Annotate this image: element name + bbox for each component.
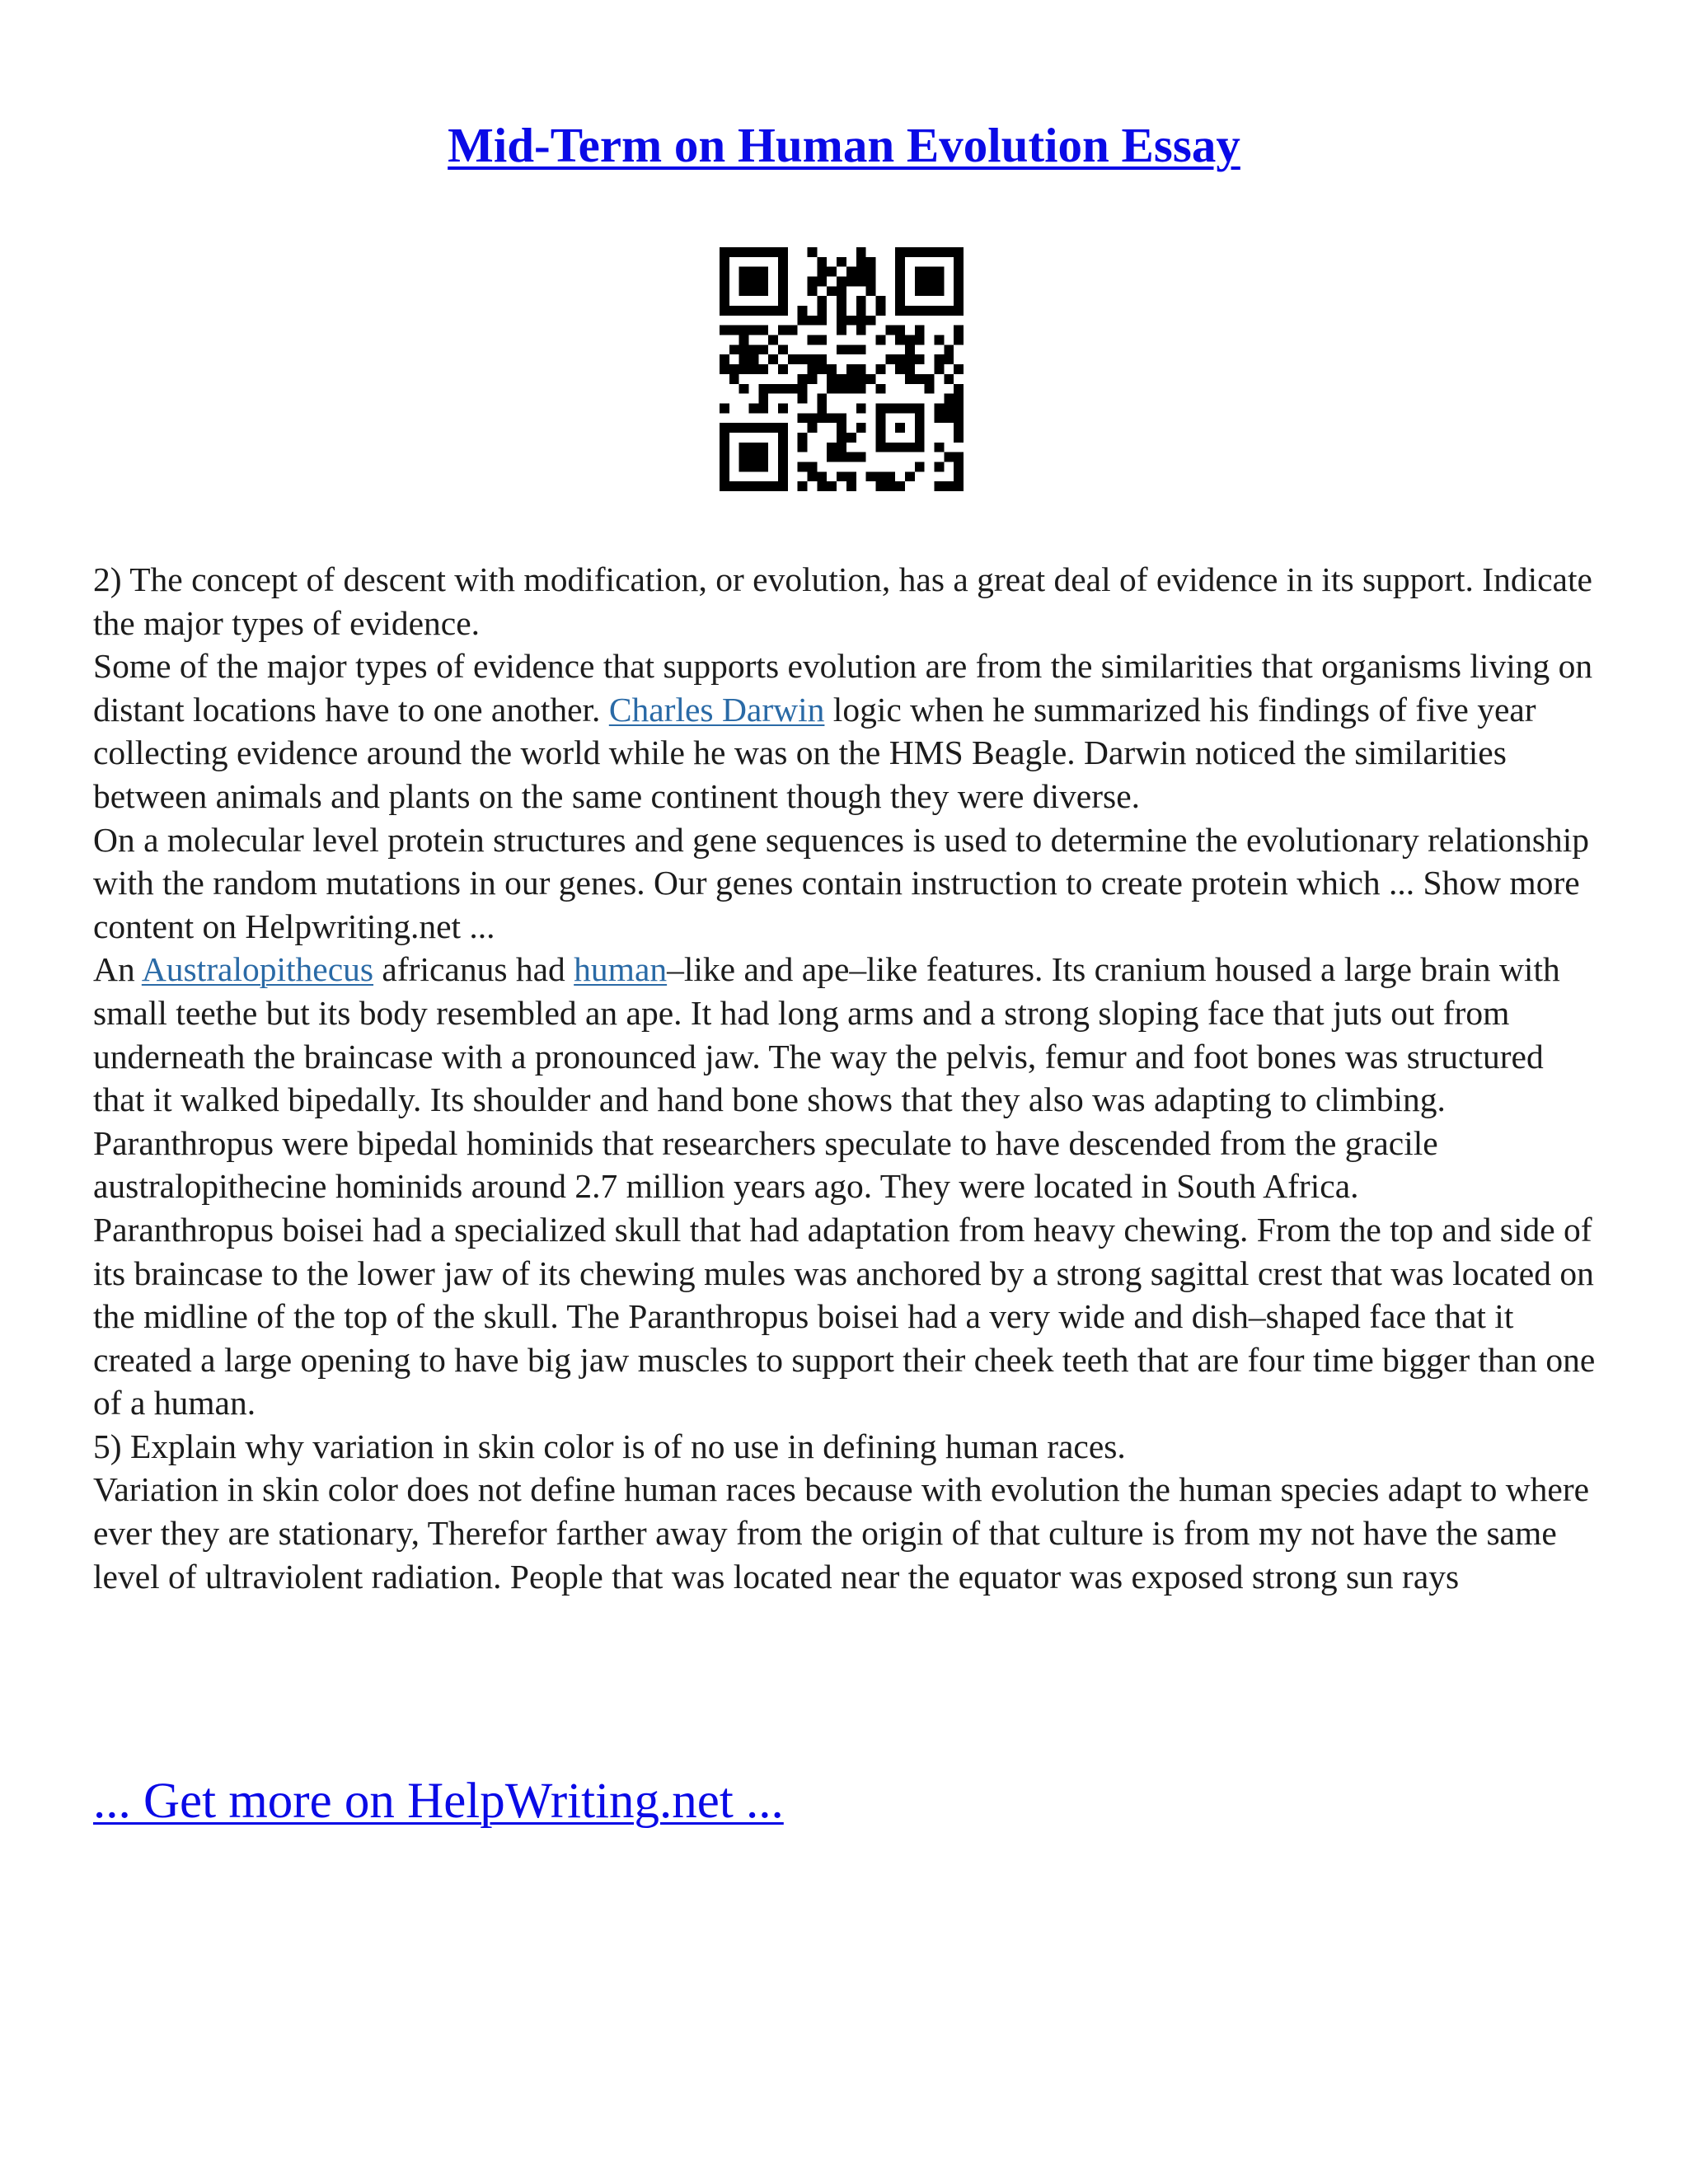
molecular-paragraph: On a molecular level protein structures and gene sequences is used to determine the evolutionary relationship with the random mutations in our genes. Our genes contain instruction to create protein which ... Show more content on Helpwriting.net ... (93, 820, 1590, 945)
paranthropus-boisei-paragraph: Paranthropus boisei had a specialized skull that had adaptation from heavy chewing. From the top and side of its braincase to the lower jaw of its chewing mules was anchored by a strong sagittal crest that was located on the midline of the top of the skull. The Paranthropus boisei had a very wide and dish–shaped face that it created a large opening to have big jaw muscles to support their cheek teeth that are four time bigger than one of a human. (93, 1210, 1596, 1422)
essay-body (93, 558, 1601, 1598)
australopithecus-text-end: –like and ape–like features. Its cranium housed a large brain with small teethe but its body resembled an ape. It had long arms and a strong sloping face that juts out from underneath the braincase with a pronounced jaw. The way the pelvis, femur and foot bones was structured that it walked bipedally. Its shoulder and hand bone shows that they also was adapting to climbing. (93, 950, 1560, 1119)
paranthropus-paragraph: Paranthropus were bipedal hominids that researchers speculate to have descended from the gracile australopithecine hominids around 2.7 million years ago. They were located in South Africa. (93, 1123, 1438, 1206)
human-link[interactable]: human (574, 950, 668, 989)
question-2-paragraph: 2) The concept of descent with modification, or evolution, has a great deal of evidence in its support. Indicate the major types of evidence. (93, 560, 1592, 642)
title-link[interactable]: Mid-Term on Human Evolution Essay (448, 118, 1240, 172)
evidence-text-start: Some of the major types of evidence that supports evolution are from the similarities that organisms living on distant locations have to one another. (93, 647, 1593, 729)
australopithecus-paragraph (93, 948, 1601, 1121)
charles-darwin-link[interactable]: Charles Darwin (608, 690, 825, 729)
australopithecus-link[interactable]: Australopithecus (141, 950, 374, 989)
question-5-paragraph: 5) Explain why variation in skin color is of no use in defining human races. (93, 1427, 1126, 1465)
get-more-footer (93, 1772, 784, 1831)
evidence-text-end: logic when he summarized his findings of five year collecting evidence around the world while he was on the HMS Beagle. Darwin noticed the similarities between animals and plants on the same continent though they were diverse. (93, 690, 1536, 815)
australopithecus-text-start: An (93, 950, 142, 989)
page-title (0, 115, 1688, 175)
evidence-paragraph (93, 644, 1601, 818)
australopithecus-text-middle: africanus had (373, 950, 574, 989)
skin-color-paragraph: Variation in skin color does not define human races because with evolution the human species adapt to where ever they are stationary, Therefor farther away from the origin of that culture is from my not have the same level of ultraviolent radiation. People that was located near the equator was exposed strong sun rays (93, 1470, 1590, 1596)
qr-code-icon (720, 247, 964, 491)
get-more-link[interactable]: ... Get more on HelpWriting.net ... (93, 1774, 784, 1829)
